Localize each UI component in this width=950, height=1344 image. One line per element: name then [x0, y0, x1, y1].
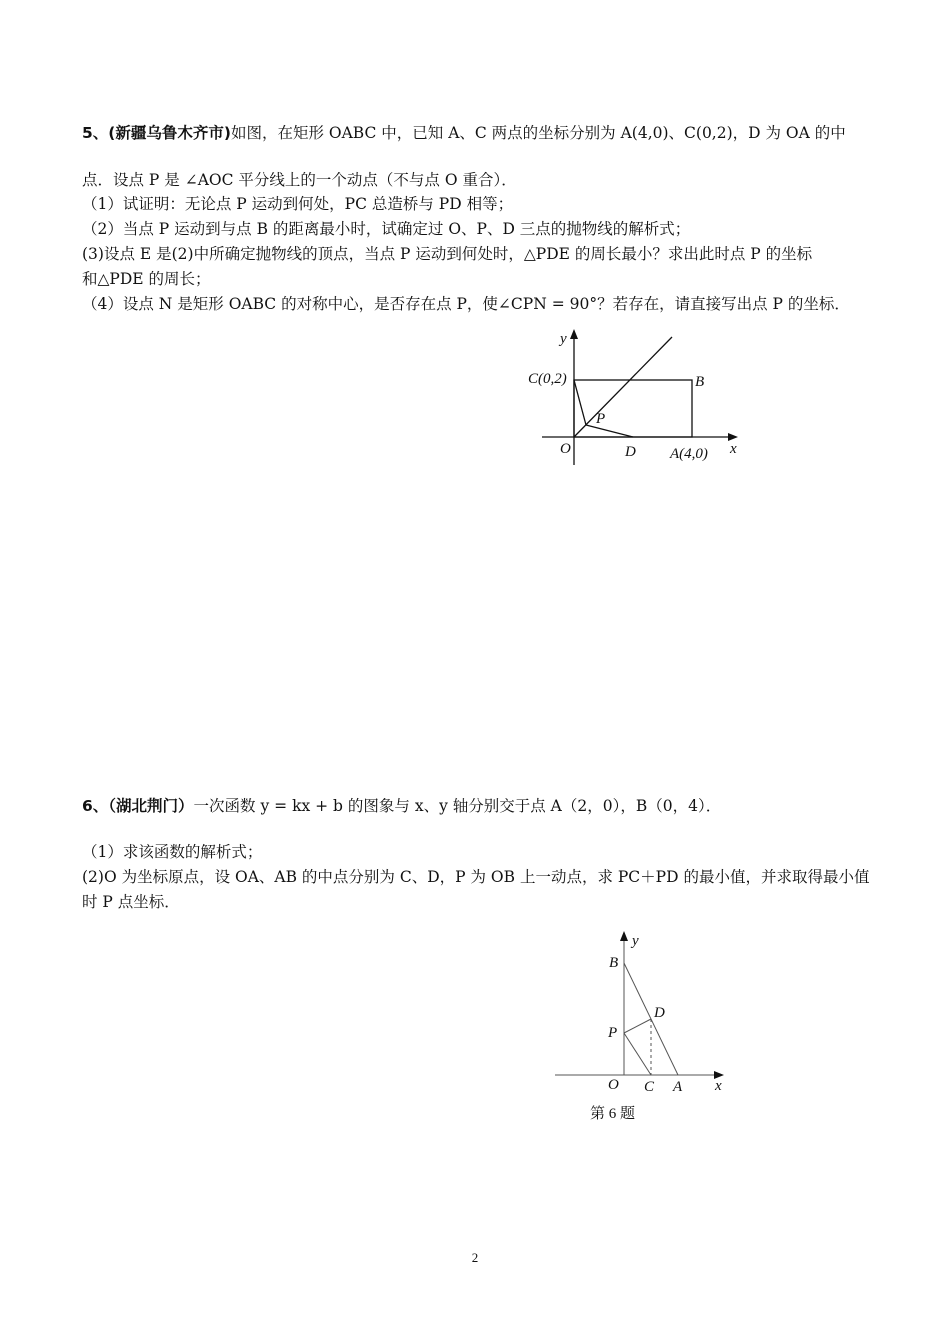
q5-segment-pc	[574, 380, 586, 425]
q5-line-2: 点．设点 P 是 ∠AOC 平分线上的一个动点（不与点 O 重合）．	[82, 171, 517, 189]
q5-rectangle-oabc	[574, 380, 692, 437]
q6-label-o: O	[608, 1077, 619, 1093]
q6-line-1	[82, 795, 721, 817]
q6-label-a: A	[673, 1079, 683, 1095]
q5-segment-pd	[586, 425, 633, 437]
q5-label-p: P	[596, 411, 606, 427]
q5-figure	[520, 325, 750, 470]
q6-y-arrow-icon	[620, 931, 628, 941]
q5-label-a: A(4,0)	[670, 446, 708, 462]
q6-line-2: （1）求该函数的解析式；	[82, 843, 263, 861]
q6-label-b: B	[609, 955, 619, 971]
q5-label-o: O	[560, 441, 571, 457]
q5-line-5: (3)设点 E 是(2)中所确定抛物线的顶点，当点 P 运动到何处时，△PDE 的周长最小？求出此时点 P 的坐标	[82, 245, 813, 263]
q5-angle-bisector	[574, 337, 672, 437]
q5-line-1	[82, 122, 846, 144]
q5-line-6: 和△PDE 的周长；	[82, 270, 211, 288]
q5-x-arrow-icon	[728, 433, 738, 441]
q5-line-7: （4）设点 N 是矩形 OABC 的对称中心，是否存在点 P，使∠CPN = 90°？若存在，请直接写出点 P 的坐标．	[82, 295, 850, 313]
q5-text-1: 如图，在矩形 OABC 中，已知 A、C 两点的坐标分别为 A(4,0)、C(0,2)，D 为 OA 的中	[230, 124, 846, 142]
q6-label-c: C	[644, 1079, 655, 1095]
q6-heading: 6、（湖北荆门）	[82, 797, 194, 815]
q5-label-b: B	[695, 374, 705, 390]
q5-label-d: D	[625, 444, 636, 460]
q5-label-y: y	[560, 331, 567, 347]
q5-heading: 5、(新疆乌鲁木齐市)	[82, 124, 231, 142]
q6-segment-pc	[624, 1033, 651, 1075]
q5-line-3: （1）试证明：无论点 P 运动到何处，PC 总造桥与 PD 相等；	[82, 195, 514, 213]
q5-label-c: C(0,2)	[528, 371, 567, 387]
q5-label-x: x	[730, 441, 737, 457]
q6-label-x: x	[715, 1078, 722, 1094]
q6-label-p: P	[608, 1025, 618, 1041]
q6-line-4: 时 P 点坐标．	[82, 893, 180, 911]
q6-label-y: y	[632, 933, 639, 949]
q6-line-3: (2)O 为坐标原点，设 OA、AB 的中点分别为 C、D，P 为 OB 上一动点，求 PC＋PD 的最小值，并求取得最小值	[82, 868, 870, 886]
q6-caption: 第 6 题	[590, 1106, 636, 1122]
page-number: 2	[471, 1250, 479, 1265]
q6-label-d: D	[654, 1005, 665, 1021]
q6-segment-pd	[624, 1019, 651, 1033]
q5-line-4: （2）当点 P 运动到与点 B 的距离最小时，试确定过 O、P、D 三点的抛物线的解析式；	[82, 220, 691, 238]
q6-text-1: 一次函数 y = kx + b 的图象与 x、y 轴分别交于点 A（2，0），B（0，4）．	[193, 797, 722, 815]
q5-y-arrow-icon	[570, 329, 578, 339]
q6-figure	[550, 925, 740, 1130]
